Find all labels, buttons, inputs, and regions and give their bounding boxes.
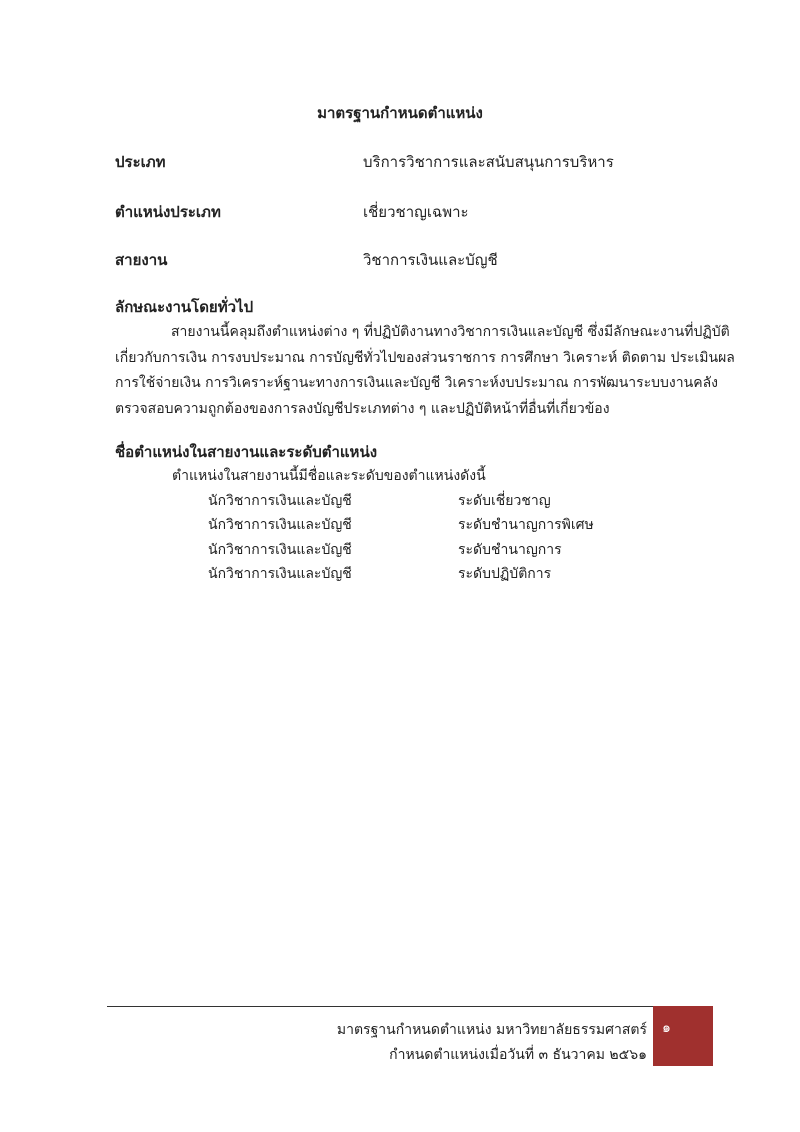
position-row xyxy=(208,514,708,536)
general-paragraph xyxy=(115,320,735,422)
general-heading: ลักษณะงานโดยทั่วไป xyxy=(115,298,254,316)
general-line: เกี่ยวกับการเงิน การงบประมาณ การบัญชีทั่วไปของส่วนราชการ การศึกษา วิเคราะห์ ติดตาม ประเมินผล xyxy=(115,349,735,366)
footer-text xyxy=(337,1018,647,1068)
field-position-type-label: ตำแหน่งประเภท xyxy=(115,203,221,221)
position-row xyxy=(208,539,708,561)
general-line: การใช้จ่ายเงิน การวิเคราะห์ฐานะทางการเงินและบัญชี วิเคราะห์งบประมาณ การพัฒนาระบบงานคลัง xyxy=(115,375,718,391)
position-name: นักวิชาการเงินและบัญชี xyxy=(208,542,352,558)
positions-heading: ชื่อตำแหน่งในสายงานและระดับตำแหน่ง xyxy=(115,443,378,461)
footer-divider xyxy=(107,1006,653,1007)
field-line-of-work-label: สายงาน xyxy=(115,251,168,269)
page-number-box xyxy=(653,1006,713,1066)
position-level: ระดับชำนาญการพิเศษ xyxy=(458,517,594,533)
positions-intro: ตำแหน่งในสายงานนี้มีชื่อและระดับของตำแหน่งดังนี้ xyxy=(172,468,486,484)
position-name: นักวิชาการเงินและบัญชี xyxy=(208,493,352,509)
page-number: ๑ xyxy=(662,1020,671,1036)
position-level: ระดับเชี่ยวชาญ xyxy=(458,493,551,509)
position-level: ระดับชำนาญการ xyxy=(458,542,562,558)
field-position-type-value: เชี่ยวชาญเฉพาะ xyxy=(363,203,469,221)
footer-line-1: มาตรฐานกำหนดตำแหน่ง มหาวิทยาลัยธรรมศาสตร์ xyxy=(336,1022,647,1038)
position-name: นักวิชาการเงินและบัญชี xyxy=(208,566,352,582)
field-category-label: ประเภท xyxy=(115,153,166,171)
page-title: มาตรฐานกำหนดตำแหน่ง xyxy=(317,104,483,122)
position-name: นักวิชาการเงินและบัญชี xyxy=(208,517,352,533)
footer-line-2: กำหนดตำแหน่งเมื่อวันที่ ๓ ธันวาคม ๒๕๖๑ xyxy=(389,1047,647,1063)
field-line-of-work-value: วิชาการเงินและบัญชี xyxy=(363,251,498,269)
general-line: สายงานนี้คลุมถึงตำแหน่งต่าง ๆ ที่ปฏิบัติงานทางวิชาการเงินและบัญชี ซึ่งมีลักษณะงานที่ปฏิบัติ xyxy=(171,324,730,340)
general-line: ตรวจสอบความถูกต้องของการลงบัญชีประเภทต่าง ๆ และปฏิบัติหน้าที่อื่นที่เกี่ยวข้อง xyxy=(115,400,610,417)
position-row xyxy=(208,563,708,585)
position-row xyxy=(208,490,708,512)
field-category-value: บริการวิชาการและสนับสนุนการบริหาร xyxy=(363,153,614,171)
position-level: ระดับปฏิบัติการ xyxy=(458,566,552,582)
